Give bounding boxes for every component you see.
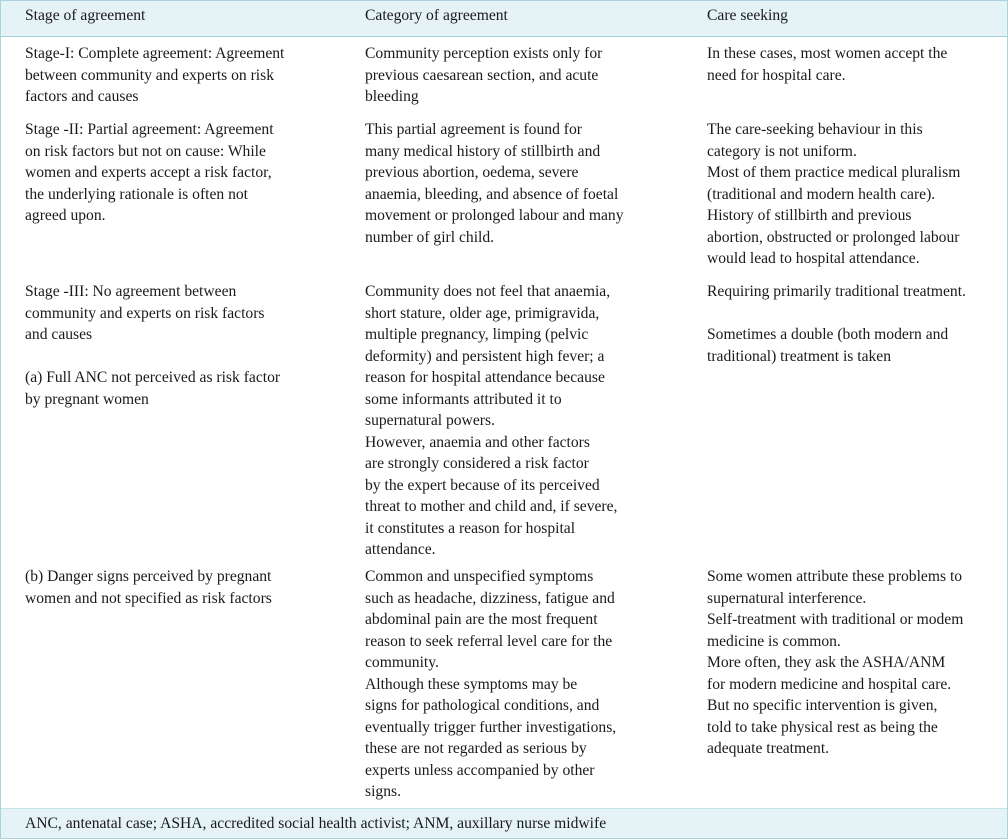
cell-line: told to take physical rest as being the xyxy=(707,718,938,736)
table-row xyxy=(1,114,1007,276)
cell-line: short stature, older age, primigravida, xyxy=(365,304,600,322)
cell-line: such as headache, dizziness, fatigue and xyxy=(365,589,615,607)
cell-line: on risk factors but not on cause: While xyxy=(25,142,266,160)
cell-category xyxy=(341,562,683,803)
cell-line: Some women attribute these problems to xyxy=(707,568,963,585)
cell-line: multiple pregnancy, limping (pelvic xyxy=(365,326,589,343)
table-row xyxy=(1,276,1007,562)
cell-line: by the expert because of its perceived xyxy=(365,476,600,494)
cell-stage xyxy=(1,37,341,115)
cell-line: But no specific intervention is given, xyxy=(707,697,938,714)
header-row xyxy=(1,1,1007,37)
cell-line: agreed upon. xyxy=(25,207,106,224)
cell-line: Stage -III: No agreement between xyxy=(25,283,237,300)
cell-line: for modern medicine and hospital care. xyxy=(707,675,952,693)
cell-line: signs. xyxy=(365,783,401,800)
cell-stage xyxy=(1,114,341,276)
cell-line: abortion, obstructed or prolonged labour xyxy=(707,228,960,246)
cell-line: previous abortion, oedema, severe xyxy=(365,164,579,181)
cell-line: traditional) treatment is taken xyxy=(707,347,892,365)
cell-care xyxy=(683,37,1007,115)
cell-line: community. xyxy=(365,654,439,671)
cell-line: This partial agreement is found for xyxy=(365,121,582,138)
cell-line: abdominal pain are the most frequent xyxy=(365,611,598,628)
cell-line: are strongly considered a risk factor xyxy=(365,455,589,472)
cell-care xyxy=(683,276,1007,562)
cell-line: category is not uniform. xyxy=(707,142,857,160)
cell-line: some informants attributed it to xyxy=(365,390,562,408)
cell-line: In these cases, most women accept the xyxy=(707,45,948,62)
header-care-seeking: Care seeking xyxy=(683,1,1007,37)
line-gap xyxy=(25,346,329,368)
cell-line: it constitutes a reason for hospital xyxy=(365,519,576,537)
cell-line: History of stillbirth and previous xyxy=(707,207,912,224)
cell-line: women and experts accept a risk factor, xyxy=(25,164,272,181)
cell-line: Community does not feel that anaemia, xyxy=(365,283,611,300)
cell-line: Requiring primarily traditional treatment. xyxy=(707,283,966,300)
cell-line: supernatural powers. xyxy=(365,412,495,429)
cell-line: women and not specified as risk factors xyxy=(25,589,272,607)
cell-category xyxy=(341,276,683,562)
cell-line: and causes xyxy=(25,326,93,343)
line-gap xyxy=(707,303,995,325)
table-footnote: ANC, antenatal case; ASHA, accredited social health activist; ANM, auxillary nurse midwife xyxy=(1,808,1007,838)
cell-line: by pregnant women xyxy=(25,390,149,408)
cell-category xyxy=(341,114,683,276)
cell-line: However, anaemia and other factors xyxy=(365,433,590,451)
cell-line: Stage-I: Complete agreement: Agreement xyxy=(25,45,285,62)
cell-line: previous caesarean section, and acute xyxy=(365,66,599,84)
cell-line: reason to seek referral level care for the xyxy=(365,632,613,650)
header-stage: Stage of agreement xyxy=(1,1,341,37)
cell-line: attendance. xyxy=(365,541,436,558)
cell-line: (traditional and modern health care). xyxy=(707,185,936,203)
cell-line: Stage -II: Partial agreement: Agreement xyxy=(25,121,274,138)
table-row xyxy=(1,37,1007,115)
cell-line: supernatural interference. xyxy=(707,589,867,607)
cell-line: experts unless accompanied by other xyxy=(365,761,595,779)
cell-care xyxy=(683,114,1007,276)
cell-stage xyxy=(1,276,341,562)
cell-line: Common and unspecified symptoms xyxy=(365,568,594,585)
cell-line: eventually trigger further investigations, xyxy=(365,718,617,736)
cell-category xyxy=(341,37,683,115)
cell-line: (b) Danger signs perceived by pregnant xyxy=(25,568,272,585)
cell-line: deformity) and persistent high fever; a xyxy=(365,347,605,365)
cell-line: these are not regarded as serious by xyxy=(365,740,587,757)
cell-line: many medical history of stillbirth and xyxy=(365,142,601,160)
cell-line: reason for hospital attendance because xyxy=(365,369,605,386)
cell-stage xyxy=(1,562,341,803)
cell-line: threat to mother and child and, if severe, xyxy=(365,498,618,515)
cell-line: Self-treatment with traditional or modem xyxy=(707,611,964,628)
header-category: Category of agreement xyxy=(341,1,683,37)
cell-line: would lead to hospital attendance. xyxy=(707,250,920,267)
cell-line: medicine is common. xyxy=(707,632,841,650)
cell-line: bleeding xyxy=(365,88,419,105)
cell-line: The care-seeking behaviour in this xyxy=(707,121,923,138)
table-row xyxy=(1,562,1007,803)
cell-line: between community and experts on risk xyxy=(25,66,275,84)
cell-line: (a) Full ANC not perceived as risk factor xyxy=(25,369,281,386)
cell-line: number of girl child. xyxy=(365,228,495,246)
cell-line: Although these symptoms may be xyxy=(365,675,578,693)
cell-line: signs for pathological conditions, and xyxy=(365,697,600,714)
cell-line: adequate treatment. xyxy=(707,740,830,757)
cell-line: factors and causes xyxy=(25,88,139,105)
cell-line: anaemia, bleeding, and absence of foetal xyxy=(365,185,619,203)
cell-line: movement or prolonged labour and many xyxy=(365,207,624,224)
cell-line: Most of them practice medical pluralism xyxy=(707,164,961,181)
cell-line: need for hospital care. xyxy=(707,66,846,84)
cell-line: Sometimes a double (both modern and xyxy=(707,326,949,343)
cell-line: community and experts on risk factors xyxy=(25,304,265,322)
cell-line: Community perception exists only for xyxy=(365,45,603,62)
cell-care xyxy=(683,562,1007,803)
cell-line: the underlying rationale is often not xyxy=(25,185,249,203)
agreement-table xyxy=(1,1,1007,803)
cell-line: More often, they ask the ASHA/ANM xyxy=(707,654,946,671)
